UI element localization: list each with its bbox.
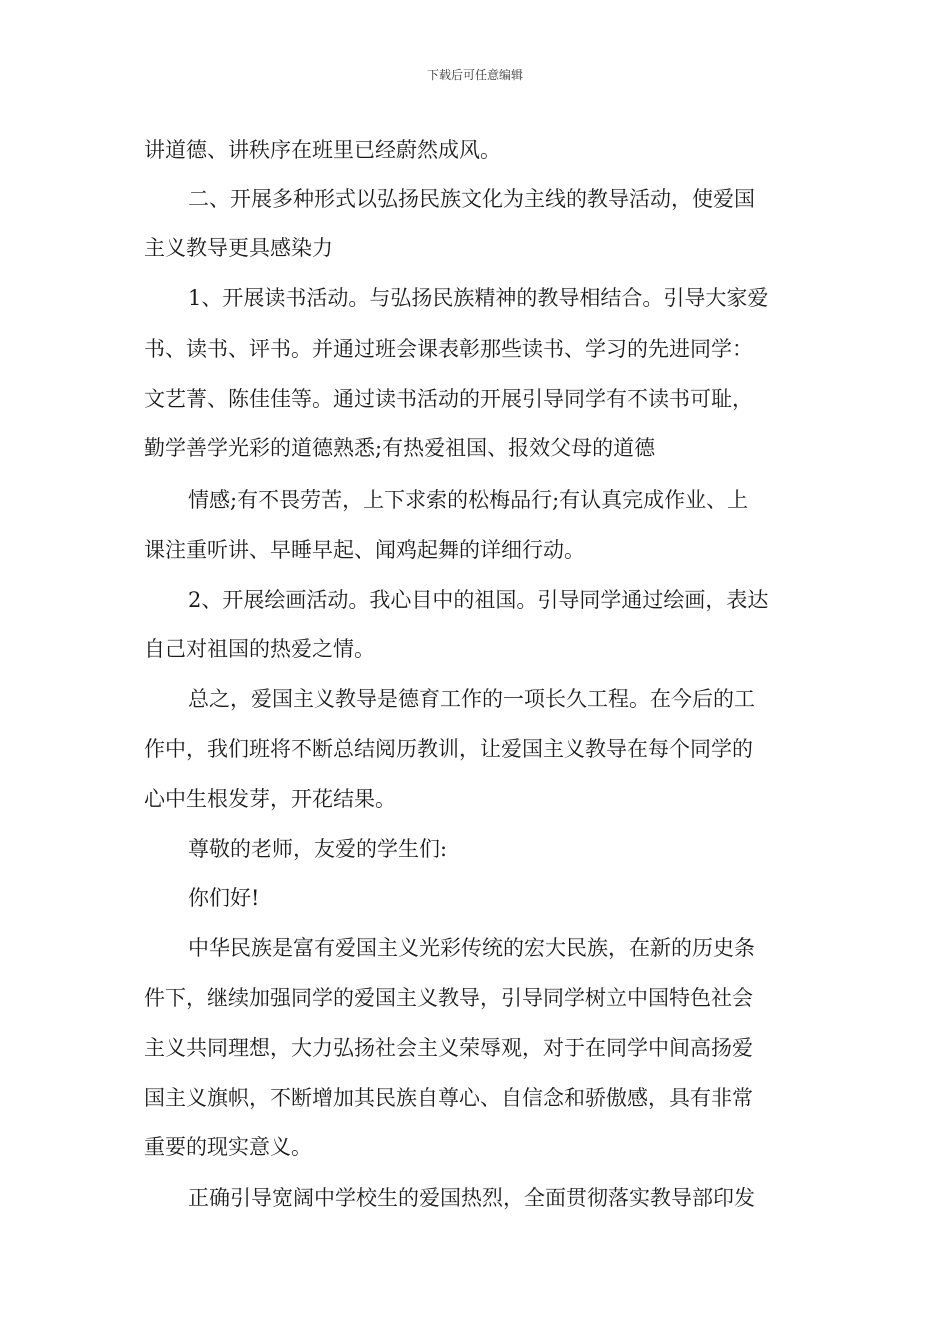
text-line-8: 情感;有不畏劳苦，上下求索的松梅品行;有认真完成作业、上 [188,488,749,512]
text-line-16: 你们好! [188,886,260,910]
text-line-21: 重要的现实意义。 [144,1135,312,1159]
text-line-7: 勤学善学光彩的道德熟悉;有热爱祖国、报效父母的道德 [144,436,656,460]
text-line-18: 件下，继续加强同学的爱国主义教导，引导同学树立中国特色社会 [144,986,753,1010]
text-line-20: 国主义旗帜，不断增加其民族自尊心、自信念和骄傲感，具有非常 [144,1086,753,1110]
text-line-19: 主义共同理想，大力弘扬社会主义荣辱观，对于在同学中间高扬爱 [144,1036,753,1060]
text-line-6: 文艺菁、陈佳佳等。通过读书活动的开展引导同学有不读书可耻， [144,387,753,411]
text-line-9: 课注重听讲、早睡早起、闻鸡起舞的详细行动。 [144,538,585,562]
text-line-4: 1、开展读书活动。与弘扬民族精神的教导相结合。引导大家爱 [188,286,769,310]
text-line-17: 中华民族是富有爱国主义光彩传统的宏大民族，在新的历史条 [188,936,755,960]
text-line-14: 心中生根发芽，开花结果。 [144,787,396,811]
text-line-12: 总之，爱国主义教导是德育工作的一项长久工程。在今后的工 [188,687,755,711]
text-line-3: 主义教导更具感染力 [144,236,333,260]
text-line-5: 书、读书、评书。并通过班会课表彰那些读书、学习的先进同学： [144,337,753,361]
page-header: 下载后可任意编辑 [426,68,523,82]
text-line-11: 自己对祖国的热爱之情。 [144,637,375,661]
text-line-1: 讲道德、讲秩序在班里已经蔚然成风。 [144,138,501,162]
text-line-22: 正确引导宽阔中学校生的爱国热烈，全面贯彻落实教导部印发 [188,1186,755,1210]
text-line-15: 尊敬的老师，友爱的学生们: [188,837,448,861]
text-line-13: 作中，我们班将不断总结阅历教训，让爱国主义教导在每个同学的 [144,737,753,761]
text-line-10: 2、开展绘画活动。我心目中的祖国。引导同学通过绘画，表达 [188,588,769,612]
text-line-2: 二、开展多种形式以弘扬民族文化为主线的教导活动，使爱国 [188,187,755,211]
